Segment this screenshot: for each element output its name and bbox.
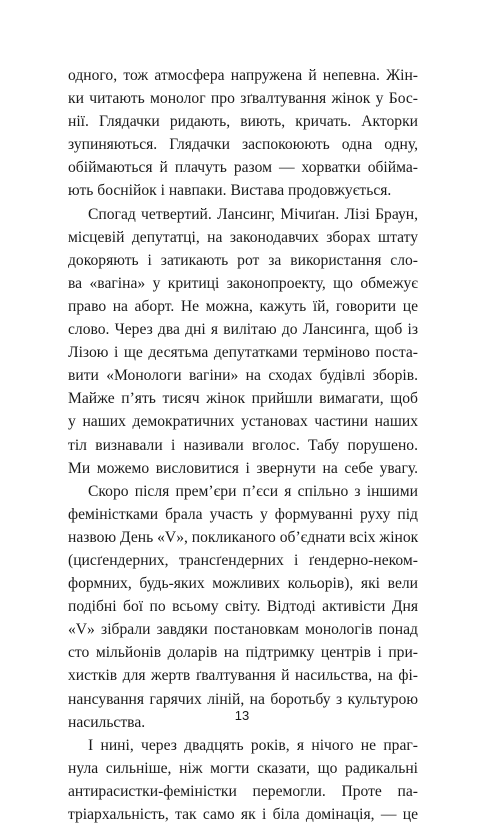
text-line: обіймаються й плачуть разом — хорватки обійма-: [68, 159, 418, 177]
text-line: право на аборт. Не можна, кажуть їй, говорити це: [68, 297, 418, 315]
text-line: хистків для жертв ґвалтування й насильства, на фі-: [68, 667, 418, 685]
text-line: назвою День «V», покликаного об’єднати всіх жінок: [68, 528, 419, 546]
text-line: ва «вагіна» у критиці законопроекту, що обмежує: [68, 274, 418, 292]
paragraph: [68, 480, 418, 734]
text-line: нії. Глядачки ридають, виють, кричать. Акторки: [68, 113, 418, 131]
text-line: Майже п’ять тисяч жінок прийшли вимагати, щоб: [68, 390, 418, 408]
text-line: І нині, через двадцять років, я нічого не праг-: [88, 736, 418, 754]
text-line: антирасистки-феміністки перемогли. Проте па-: [68, 782, 418, 800]
text-line: «V» зібрали завдяки постановкам монологів понад: [68, 621, 418, 639]
text-line: Лізою і ще десятьма депутатками терміново поста-: [68, 344, 418, 362]
text-line: тіл визнавали і називали вголос. Табу порушено.: [68, 436, 418, 454]
text-line: сто мільйонів доларів на підтримку центрів і при-: [68, 644, 418, 662]
text-line: Ми можемо висловитися і звернути на себе увагу.: [68, 459, 418, 477]
text-line: Спогад четвертий. Лансинг, Мічиґан. Лізі Браун,: [88, 205, 418, 223]
text-line: ки читають монолог про зґвалтування жінок у Бос-: [68, 90, 418, 108]
text-line: нансування гарячих ліній, на боротьбу з культурою: [68, 690, 418, 708]
text-line: у наших демократичних установах частини наших: [68, 413, 418, 431]
text-line: подібні бої по всьому світу. Відтоді активісти Дня: [68, 598, 418, 616]
paragraph: [68, 203, 418, 480]
text-line: ють боснійок і навпаки. Вистава продовжується.: [68, 182, 392, 200]
text-line: слово. Через два дні я вилітаю до Лансинга, щоб із: [68, 321, 418, 339]
text-line: нула сильніше, ніж могти сказати, що радикальні: [68, 759, 418, 777]
text-line: одного, тож атмосфера напружена й непевна. Жін-: [68, 67, 418, 84]
text-line: вити «Монологи вагіни» на сходах будівлі зборів.: [68, 367, 418, 385]
text-line: Скоро після прем’єри п’єси я спільно з іншими: [88, 482, 418, 500]
text-line: докоряють і затикають рот за використання сло-: [68, 251, 418, 269]
text-line: формних, будь-яких можливих кольорів), які вели: [68, 575, 418, 593]
text-line: (цисґендерних, трансґендерних і ґендерно-неком-: [68, 551, 418, 569]
text-line: феміністками брала участь у формуванні руху під: [68, 505, 418, 523]
text-line: насильства.: [68, 713, 146, 731]
text-line: місцевій депутатці, на законодавчих зборах штату: [68, 228, 418, 246]
paragraph: [68, 734, 418, 826]
page-number: 13: [234, 708, 250, 723]
paragraph: [68, 64, 418, 203]
text-line: зупиняються. Глядачки заспокоюють одна одну,: [68, 136, 418, 154]
text-line: тріархальність, так само як і біла домінація, — це: [68, 806, 418, 823]
